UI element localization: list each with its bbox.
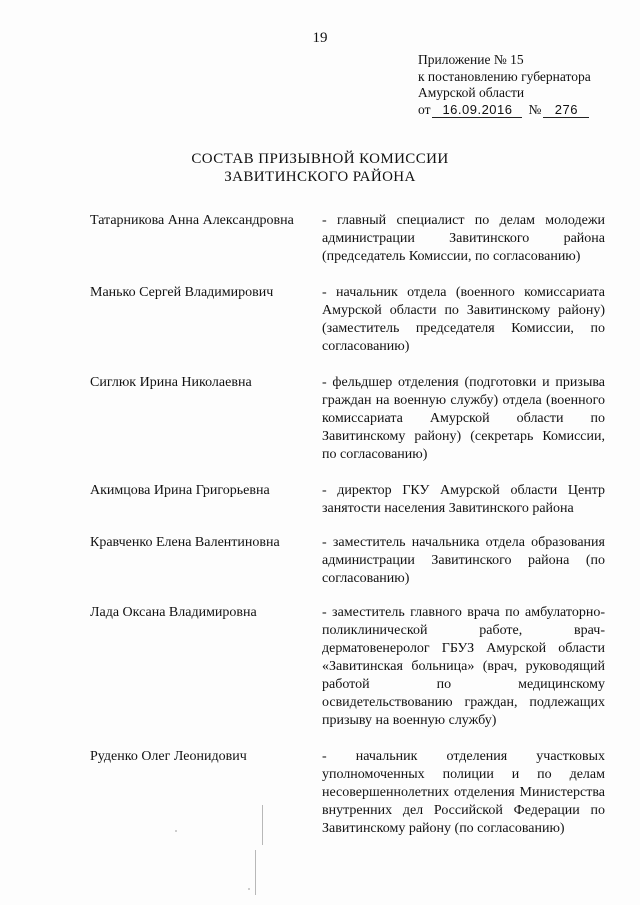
decree-date: 16.09.2016: [432, 103, 522, 118]
member-role: - заместитель начальника отдела образования администрации Завитинского района (по согласованию): [322, 535, 605, 586]
member-name: Руденко Олег Леонидович: [90, 749, 247, 764]
member-row: [90, 482, 610, 518]
member-name: Манько Сергей Владимирович: [90, 285, 274, 300]
scan-artifact-dot: [248, 888, 250, 890]
title-line-1: СОСТАВ ПРИЗЫВНОЙ КОМИССИИ: [191, 151, 449, 167]
member-row: [90, 534, 610, 588]
scan-artifact-line: [262, 805, 263, 845]
commission-members-list: [90, 212, 610, 838]
scan-artifact-dot: [175, 830, 177, 832]
number-prefix: №: [528, 101, 542, 117]
member-role: - директор ГКУ Амурской области Центр занятости населения Завитинского района: [322, 483, 605, 516]
document-title: [0, 150, 640, 186]
member-name: Сиглюк Ирина Николаевна: [90, 375, 252, 390]
member-name: Лада Оксана Владимировна: [90, 605, 257, 620]
member-row: [90, 284, 610, 356]
member-row: [90, 374, 610, 464]
member-role: - начальник отдела (военного комиссариата Амурской области по Завитинскому району) (заместитель председателя Комиссии, по согласованию): [322, 285, 605, 354]
member-role: - заместитель главного врача по амбулаторно-поликлинической работе, врач-дерматовенеролог ГБУЗ Амурской области «Завитинская больница» (врач, руководящий работой по медицинскому освидетельствованию граждан, подлежащих призыву на военную службу): [322, 605, 605, 728]
appendix-header: [418, 52, 591, 118]
member-role: - фельдшер отделения (подготовки и призыва граждан на военную службу) отдела (военного комиссариата Амурской области по Завитинскому району) (секретарь Комиссии, по согласованию): [322, 375, 605, 462]
scan-artifact-line: [255, 850, 256, 895]
appendix-date-row: [418, 102, 591, 119]
member-row: [90, 748, 610, 838]
member-name: Кравченко Елена Валентиновна: [90, 535, 280, 550]
page-number: 19: [312, 30, 328, 46]
appendix-title: Приложение № 15: [418, 52, 524, 67]
member-role: - главный специалист по делам молодежи администрации Завитинского района (председатель Комиссии, по согласованию): [322, 213, 605, 264]
appendix-region: Амурской области: [418, 85, 525, 100]
appendix-reference: к постановлению губернатора: [418, 68, 591, 84]
member-row: [90, 212, 610, 266]
decree-number: 276: [543, 103, 589, 118]
member-name: Акимцова Ирина Григорьевна: [90, 483, 270, 498]
date-prefix: от: [418, 101, 431, 117]
member-name: Татарникова Анна Александровна: [90, 213, 294, 228]
member-role: - начальник отделения участковых уполномоченных полиции и по делам несовершеннолетних отделения Министерства внутренних дел Российской Федерации по Завитинскому району (по согласованию): [322, 749, 605, 836]
title-line-2: ЗАВИТИНСКОГО РАЙОНА: [224, 169, 416, 185]
member-row: [90, 604, 610, 730]
